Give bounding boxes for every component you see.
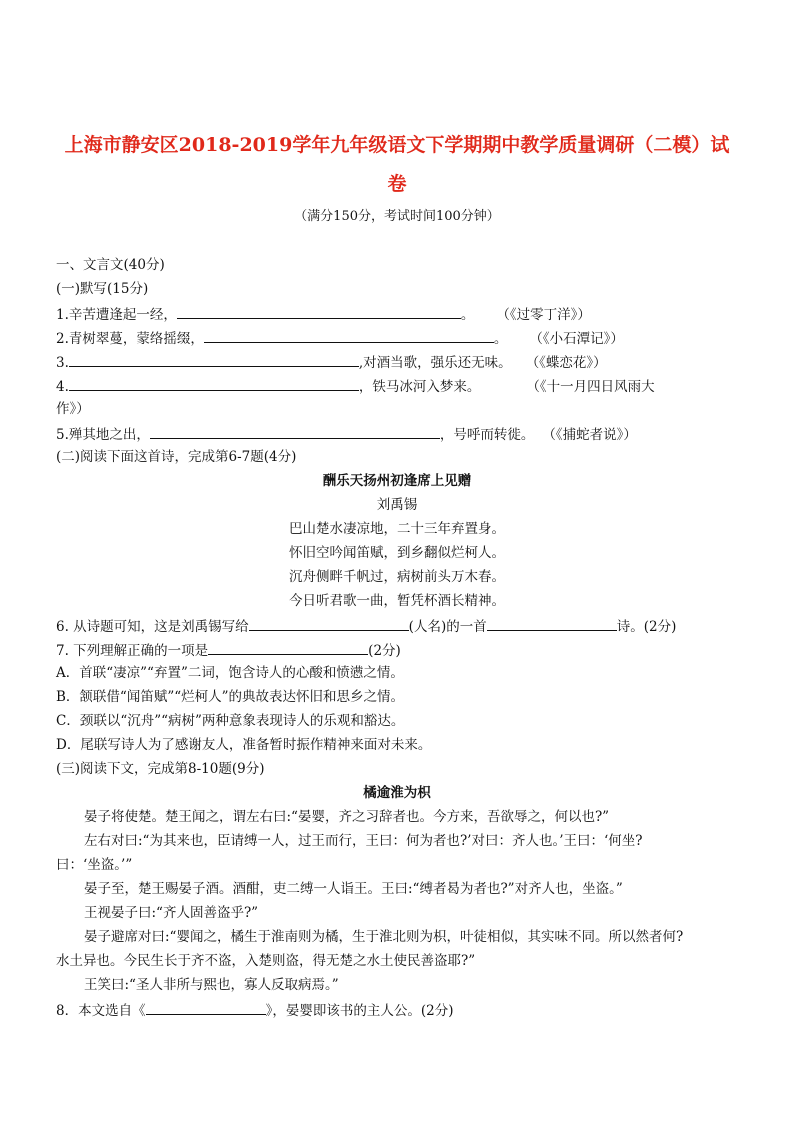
passage-line-4: 晏子至，楚王赐晏子酒。酒酣，吏二缚一人诣王。王曰:“缚者曷为者也?”对齐人也，坐盗。” <box>84 881 623 897</box>
question-3 <box>56 352 607 372</box>
poem-line-2: 怀旧空吟闻笛赋，到乡翻似烂柯人。 <box>289 545 505 561</box>
question-3-source: （《蝶恋花》） <box>525 355 607 371</box>
answer-blank-5[interactable] <box>150 424 440 439</box>
answer-blank-6b[interactable] <box>487 616 617 631</box>
question-4-source: （《十一月四日风雨大 <box>526 379 655 395</box>
question-5-punct: ，号呼而转徙。 <box>439 427 535 443</box>
part-1-heading: (一)默写(15分) <box>56 281 149 297</box>
passage-line-5: 王视晏子曰:“齐人固善盗乎?” <box>84 905 259 921</box>
passage-line-8: 王笑曰:“圣人非所与熙也，寡人反取病焉。” <box>84 977 339 993</box>
question-2-punct: 。 <box>493 331 508 347</box>
question-3-number: 3. <box>56 355 69 371</box>
passage-line-1: 晏子将使楚。楚王闻之，谓左右曰:“晏婴，齐之习辞者也。今方来，吾欲辱之，何以也?” <box>84 809 610 825</box>
question-4-number: 4. <box>56 379 69 395</box>
answer-blank-8[interactable] <box>146 1000 266 1015</box>
part-2-heading: (二)阅读下面这首诗，完成第6-7题(4分) <box>56 449 297 465</box>
question-2-text: 2.青树翠蔓，蒙络摇缀， <box>56 331 204 347</box>
question-8-tail: 》，晏婴即该书的主人公。(2分) <box>265 1003 454 1019</box>
question-6-tail: 诗。(2分) <box>616 619 677 635</box>
poem-title: 酬乐天扬州初逢席上见赠 <box>322 473 472 489</box>
option-c: C．颈联以“沉舟”“病树”两种意象表现诗人的乐观和豁达。 <box>56 713 405 729</box>
passage-line-2: 左右对曰:“为其来也，臣请缚一人，过王而行，王曰：何为者也?’对曰：齐人也。’王曰：‘何坐? <box>84 833 643 849</box>
answer-blank-6a[interactable] <box>249 616 409 631</box>
question-8-text: 8．本文选自《 <box>56 1003 146 1019</box>
question-3-text: ,对酒当歌，强乐还无味。 <box>358 355 512 371</box>
passage-line-7: 水土异也。今民生长于齐不盗，入楚则盗，得无楚之水土使民善盗耶?” <box>56 953 476 969</box>
option-b: B．颔联借“闻笛赋”“烂柯人”的典故表达怀旧和思乡之情。 <box>56 689 405 705</box>
question-4-text: ，铁马冰河入梦来。 <box>358 379 481 395</box>
answer-blank-2[interactable] <box>204 328 494 343</box>
answer-blank-1[interactable] <box>177 304 461 319</box>
question-4-source-continued: 作》） <box>56 401 90 417</box>
question-1-source: （《过零丁洋》） <box>496 307 591 323</box>
question-6-mid: (人名)的一首 <box>408 619 487 635</box>
question-1-text: 1.辛苦遭逢起一经， <box>56 307 177 323</box>
question-2-source: （《小石潭记》） <box>529 331 624 347</box>
question-6-text: 6. 从诗题可知，这是刘禹锡写给 <box>56 619 249 635</box>
option-d: D．尾联写诗人为了感谢友人，准备暂时振作精神来面对未来。 <box>56 737 432 753</box>
answer-blank-3[interactable] <box>69 352 359 367</box>
question-1-punct: 。 <box>460 307 475 323</box>
question-2 <box>56 328 624 348</box>
question-5-text: 5.殚其地之出， <box>56 427 150 443</box>
part-3-heading: (三)阅读下文，完成第8-10题(9分) <box>56 761 265 777</box>
option-a: A．首联“凄凉”“弃置”二词，饱含诗人的心酸和愤懑之情。 <box>56 665 404 681</box>
passage-line-6: 晏子避席对曰:“婴闻之，橘生于淮南则为橘，生于淮北则为枳，叶徒相似，其实味不同。所以然者何? <box>84 929 684 945</box>
question-1 <box>56 304 591 324</box>
exam-subtitle: （满分150分，考试时间100分钟） <box>294 209 500 224</box>
poem-line-1: 巴山楚水凄凉地，二十三年弃置身。 <box>289 521 505 537</box>
question-7-score: (2分) <box>368 643 401 659</box>
question-7 <box>56 640 401 660</box>
passage-title: 橘逾淮为枳 <box>363 785 431 801</box>
section-1-heading: 一、文言文(40分) <box>56 257 165 273</box>
question-4 <box>56 376 655 396</box>
question-7-text: 7. 下列理解正确的一项是 <box>56 643 209 659</box>
poem-line-4: 今日听君歌一曲，暂凭杯酒长精神。 <box>289 593 505 609</box>
exam-title-line-2: 卷 <box>387 173 407 195</box>
question-5 <box>56 424 637 444</box>
question-8 <box>56 1000 453 1020</box>
passage-line-3: 曰：‘坐盗。’” <box>56 857 133 873</box>
exam-title-line-1: 上海市静安区2018-2019学年九年级语文下学期期中教学质量调研（二模）试 <box>64 134 730 156</box>
answer-blank-4[interactable] <box>69 376 359 391</box>
answer-blank-7[interactable] <box>208 640 368 655</box>
poem-author: 刘禹锡 <box>376 497 418 513</box>
poem-line-3: 沉舟侧畔千帆过，病树前头万木春。 <box>289 569 505 585</box>
question-5-source: （《捕蛇者说》） <box>542 427 637 443</box>
question-6 <box>56 616 676 636</box>
